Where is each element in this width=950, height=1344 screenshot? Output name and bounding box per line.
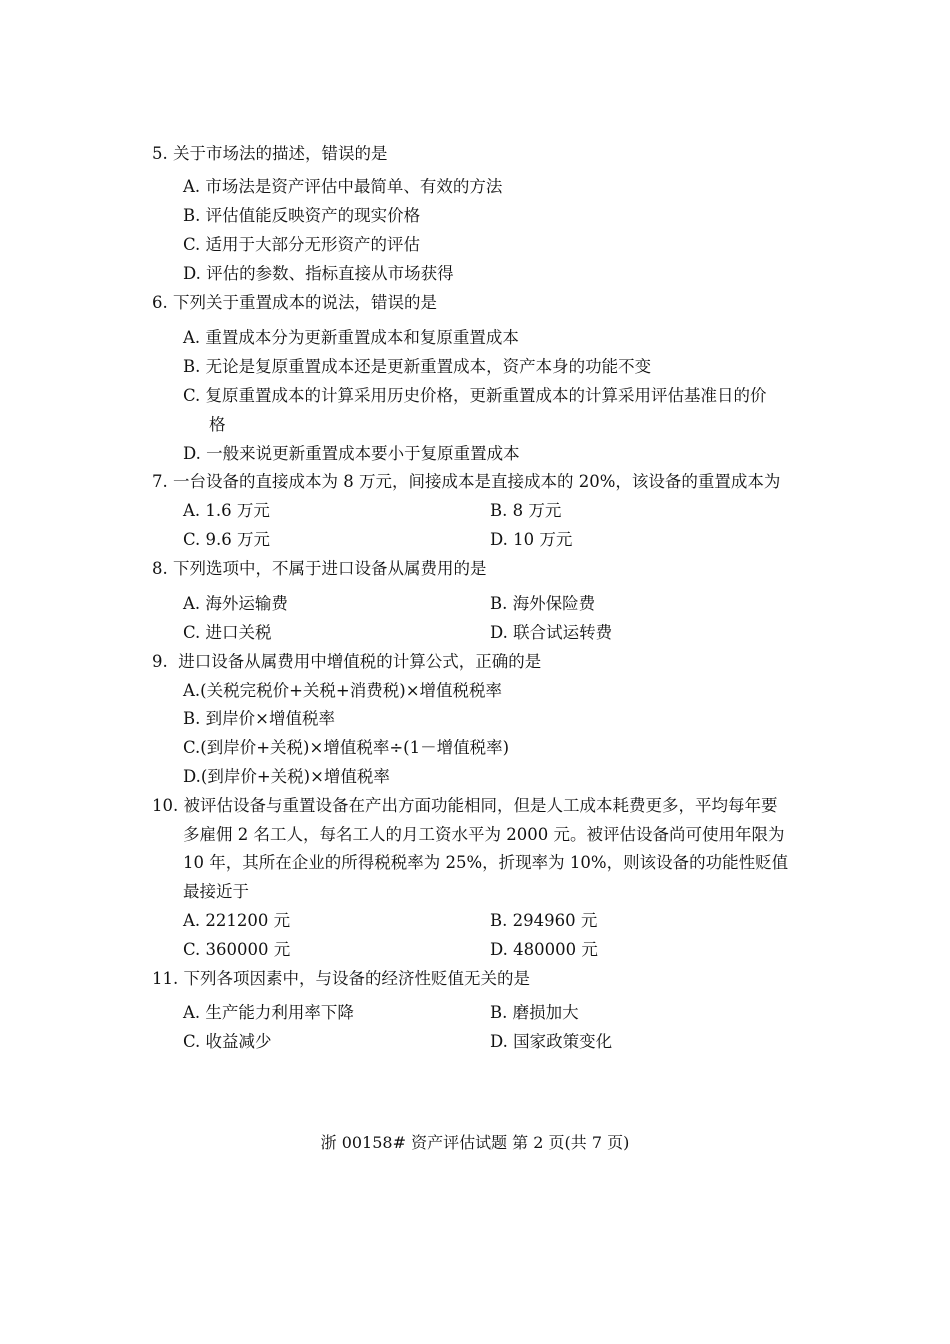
q7-option-a: A. 1.6 万元 — [183, 501, 270, 520]
q10-option-b: B. 294960 元 — [490, 911, 598, 930]
q8-option-d: D. 联合试运转费 — [490, 623, 613, 642]
q8-option-c: C. 进口关税 — [183, 623, 272, 642]
question-8-stem: 8. 下列选项中，不属于进口设备从属费用的是 — [152, 559, 487, 578]
q7-option-b: B. 8 万元 — [490, 501, 562, 520]
question-10-stem-line-2: 多雇佣 2 名工人，每名工人的月工资水平为 2000 元。被评估设备尚可使用年限为 — [183, 825, 785, 844]
q11-option-b: B. 磨损加大 — [490, 1003, 579, 1022]
q7-option-c: C. 9.6 万元 — [183, 530, 271, 549]
q10-option-c: C. 360000 元 — [183, 940, 291, 959]
q6-option-b: B. 无论是复原重置成本还是更新重置成本，资产本身的功能不变 — [183, 357, 652, 376]
q10-option-d: D. 480000 元 — [490, 940, 598, 959]
question-10-stem: 10. 被评估设备与重置设备在产出方面功能相同，但是人工成本耗费更多，平均每年要 — [152, 796, 778, 815]
question-9-stem: 9. 进口设备从属费用中增值税的计算公式，正确的是 — [152, 652, 542, 671]
q5-option-b: B. 评估值能反映资产的现实价格 — [183, 206, 421, 225]
q9-option-a: A.(关税完税价+关税+消费税)×增值税税率 — [183, 681, 503, 700]
q5-option-a: A. 市场法是资产评估中最简单、有效的方法 — [183, 177, 503, 196]
q6-option-d: D. 一般来说更新重置成本要小于复原重置成本 — [183, 444, 520, 463]
q8-option-b: B. 海外保险费 — [490, 594, 596, 613]
q11-option-a: A. 生产能力利用率下降 — [183, 1003, 354, 1022]
q9-option-b: B. 到岸价×增值税率 — [183, 709, 335, 728]
page-footer: 浙 00158# 资产评估试题 第 2 页(共 7 页) — [320, 1133, 630, 1152]
q5-option-d: D. 评估的参数、指标直接从市场获得 — [183, 264, 454, 283]
question-11-stem: 11. 下列各项因素中，与设备的经济性贬值无关的是 — [152, 969, 530, 988]
q10-option-a: A. 221200 元 — [183, 911, 291, 930]
q5-option-c: C. 适用于大部分无形资产的评估 — [183, 235, 421, 254]
question-10-stem-line-4: 最接近于 — [183, 882, 249, 901]
question-10-stem-line-3: 10 年，其所在企业的所得税税率为 25%，折现率为 10%，则该设备的功能性贬值 — [183, 853, 789, 872]
q11-option-c: C. 收益减少 — [183, 1032, 272, 1051]
question-5-stem: 5. 关于市场法的描述，错误的是 — [152, 144, 388, 163]
q9-option-d: D.(到岸价+关税)×增值税率 — [183, 767, 390, 786]
q6-option-c: C. 复原重置成本的计算采用历史价格，更新重置成本的计算采用评估基准日的价 — [183, 386, 767, 405]
question-6-stem: 6. 下列关于重置成本的说法，错误的是 — [152, 293, 437, 312]
q11-option-d: D. 国家政策变化 — [490, 1032, 613, 1051]
q7-option-d: D. 10 万元 — [490, 530, 573, 549]
q6-option-a: A. 重置成本分为更新重置成本和复原重置成本 — [183, 328, 519, 347]
q8-option-a: A. 海外运输费 — [183, 594, 288, 613]
q6-option-c-wrap: 格 — [209, 415, 226, 434]
q9-option-c: C.(到岸价+关税)×增值税率÷(1－增值税率) — [183, 738, 510, 757]
question-7-stem: 7. 一台设备的直接成本为 8 万元，间接成本是直接成本的 20%，该设备的重置成本为 — [152, 472, 781, 491]
